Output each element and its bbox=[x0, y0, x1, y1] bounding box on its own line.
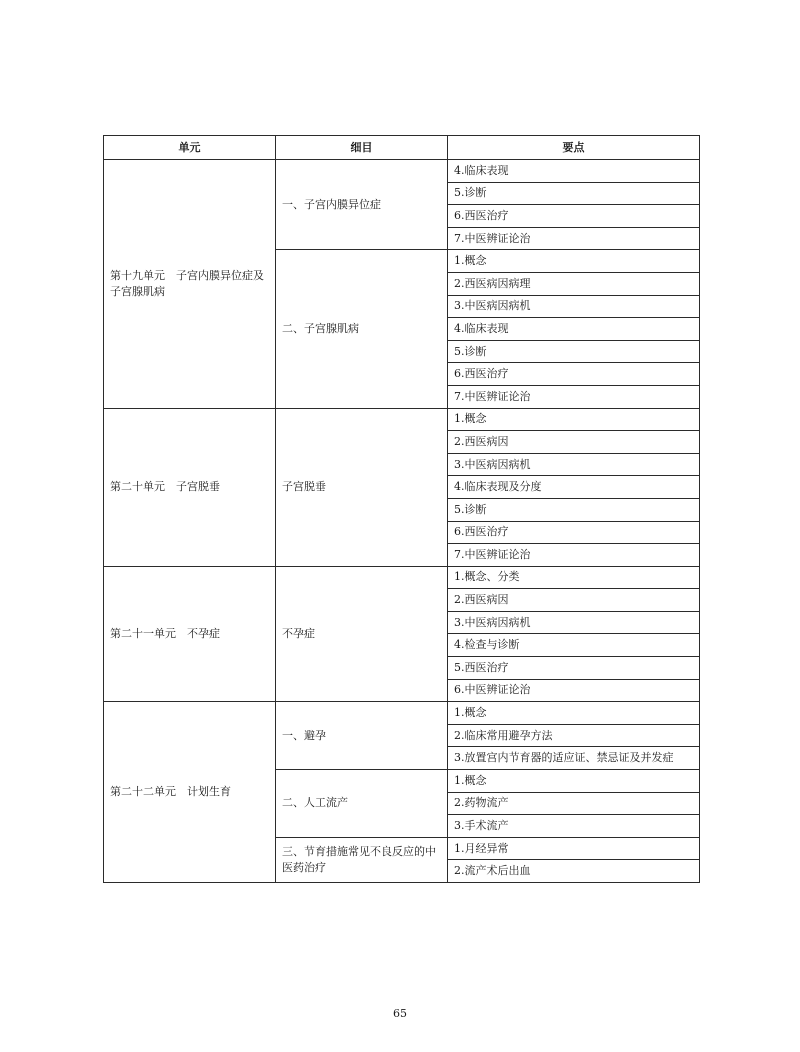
key-point-cell: 3.中医病因病机 bbox=[448, 453, 700, 476]
item-cell: 二、子宫腺肌病 bbox=[276, 250, 448, 408]
key-point-cell: 5.诊断 bbox=[448, 340, 700, 363]
key-point-cell: 7.中医辨证论治 bbox=[448, 385, 700, 408]
key-point-cell: 1.概念 bbox=[448, 770, 700, 793]
table-body bbox=[104, 160, 700, 883]
key-point-cell: 7.中医辨证论治 bbox=[448, 544, 700, 567]
key-point-cell: 1.概念 bbox=[448, 250, 700, 273]
key-point-cell: 6.西医治疗 bbox=[448, 205, 700, 228]
key-point-cell: 3.放置宫内节育器的适应证、禁忌证及并发症 bbox=[448, 747, 700, 770]
syllabus-table bbox=[103, 135, 700, 883]
unit-cell: 第十九单元 子宫内膜异位症及子宫腺肌病 bbox=[104, 160, 276, 409]
key-point-cell: 4.临床表现及分度 bbox=[448, 476, 700, 499]
key-point-cell: 2.药物流产 bbox=[448, 792, 700, 815]
item-cell: 一、子宫内膜异位症 bbox=[276, 160, 448, 250]
unit-cell: 第二十单元 子宫脱垂 bbox=[104, 408, 276, 566]
key-point-cell: 6.西医治疗 bbox=[448, 363, 700, 386]
key-point-cell: 5.西医治疗 bbox=[448, 657, 700, 680]
item-cell: 三、节育措施常见不良反应的中医药治疗 bbox=[276, 837, 448, 882]
header-key-point: 要点 bbox=[448, 136, 700, 160]
key-point-cell: 2.流产术后出血 bbox=[448, 860, 700, 883]
table-header-row bbox=[104, 136, 700, 160]
key-point-cell: 1.概念 bbox=[448, 702, 700, 725]
key-point-cell: 6.中医辨证论治 bbox=[448, 679, 700, 702]
key-point-cell: 3.手术流产 bbox=[448, 815, 700, 838]
item-cell: 不孕症 bbox=[276, 566, 448, 702]
item-cell: 一、避孕 bbox=[276, 702, 448, 770]
key-point-cell: 5.诊断 bbox=[448, 498, 700, 521]
header-item: 细目 bbox=[276, 136, 448, 160]
key-point-cell: 4.临床表现 bbox=[448, 318, 700, 341]
key-point-cell: 3.中医病因病机 bbox=[448, 611, 700, 634]
table-row bbox=[104, 160, 700, 183]
unit-cell: 第二十一单元 不孕症 bbox=[104, 566, 276, 702]
key-point-cell: 5.诊断 bbox=[448, 182, 700, 205]
key-point-cell: 3.中医病因病机 bbox=[448, 295, 700, 318]
item-cell: 二、人工流产 bbox=[276, 770, 448, 838]
item-cell: 子宫脱垂 bbox=[276, 408, 448, 566]
key-point-cell: 2.临床常用避孕方法 bbox=[448, 724, 700, 747]
unit-cell: 第二十二单元 计划生育 bbox=[104, 702, 276, 883]
key-point-cell: 2.西医病因病理 bbox=[448, 272, 700, 295]
key-point-cell: 1.概念、分类 bbox=[448, 566, 700, 589]
header-unit: 单元 bbox=[104, 136, 276, 160]
key-point-cell: 1.月经异常 bbox=[448, 837, 700, 860]
key-point-cell: 1.概念 bbox=[448, 408, 700, 431]
key-point-cell: 7.中医辨证论治 bbox=[448, 227, 700, 250]
key-point-cell: 4.检查与诊断 bbox=[448, 634, 700, 657]
table-row bbox=[104, 408, 700, 431]
page-number: 65 bbox=[393, 1007, 407, 1020]
table-row bbox=[104, 702, 700, 725]
table-row bbox=[104, 566, 700, 589]
key-point-cell: 2.西医病因 bbox=[448, 431, 700, 454]
key-point-cell: 2.西医病因 bbox=[448, 589, 700, 612]
key-point-cell: 4.临床表现 bbox=[448, 160, 700, 183]
key-point-cell: 6.西医治疗 bbox=[448, 521, 700, 544]
